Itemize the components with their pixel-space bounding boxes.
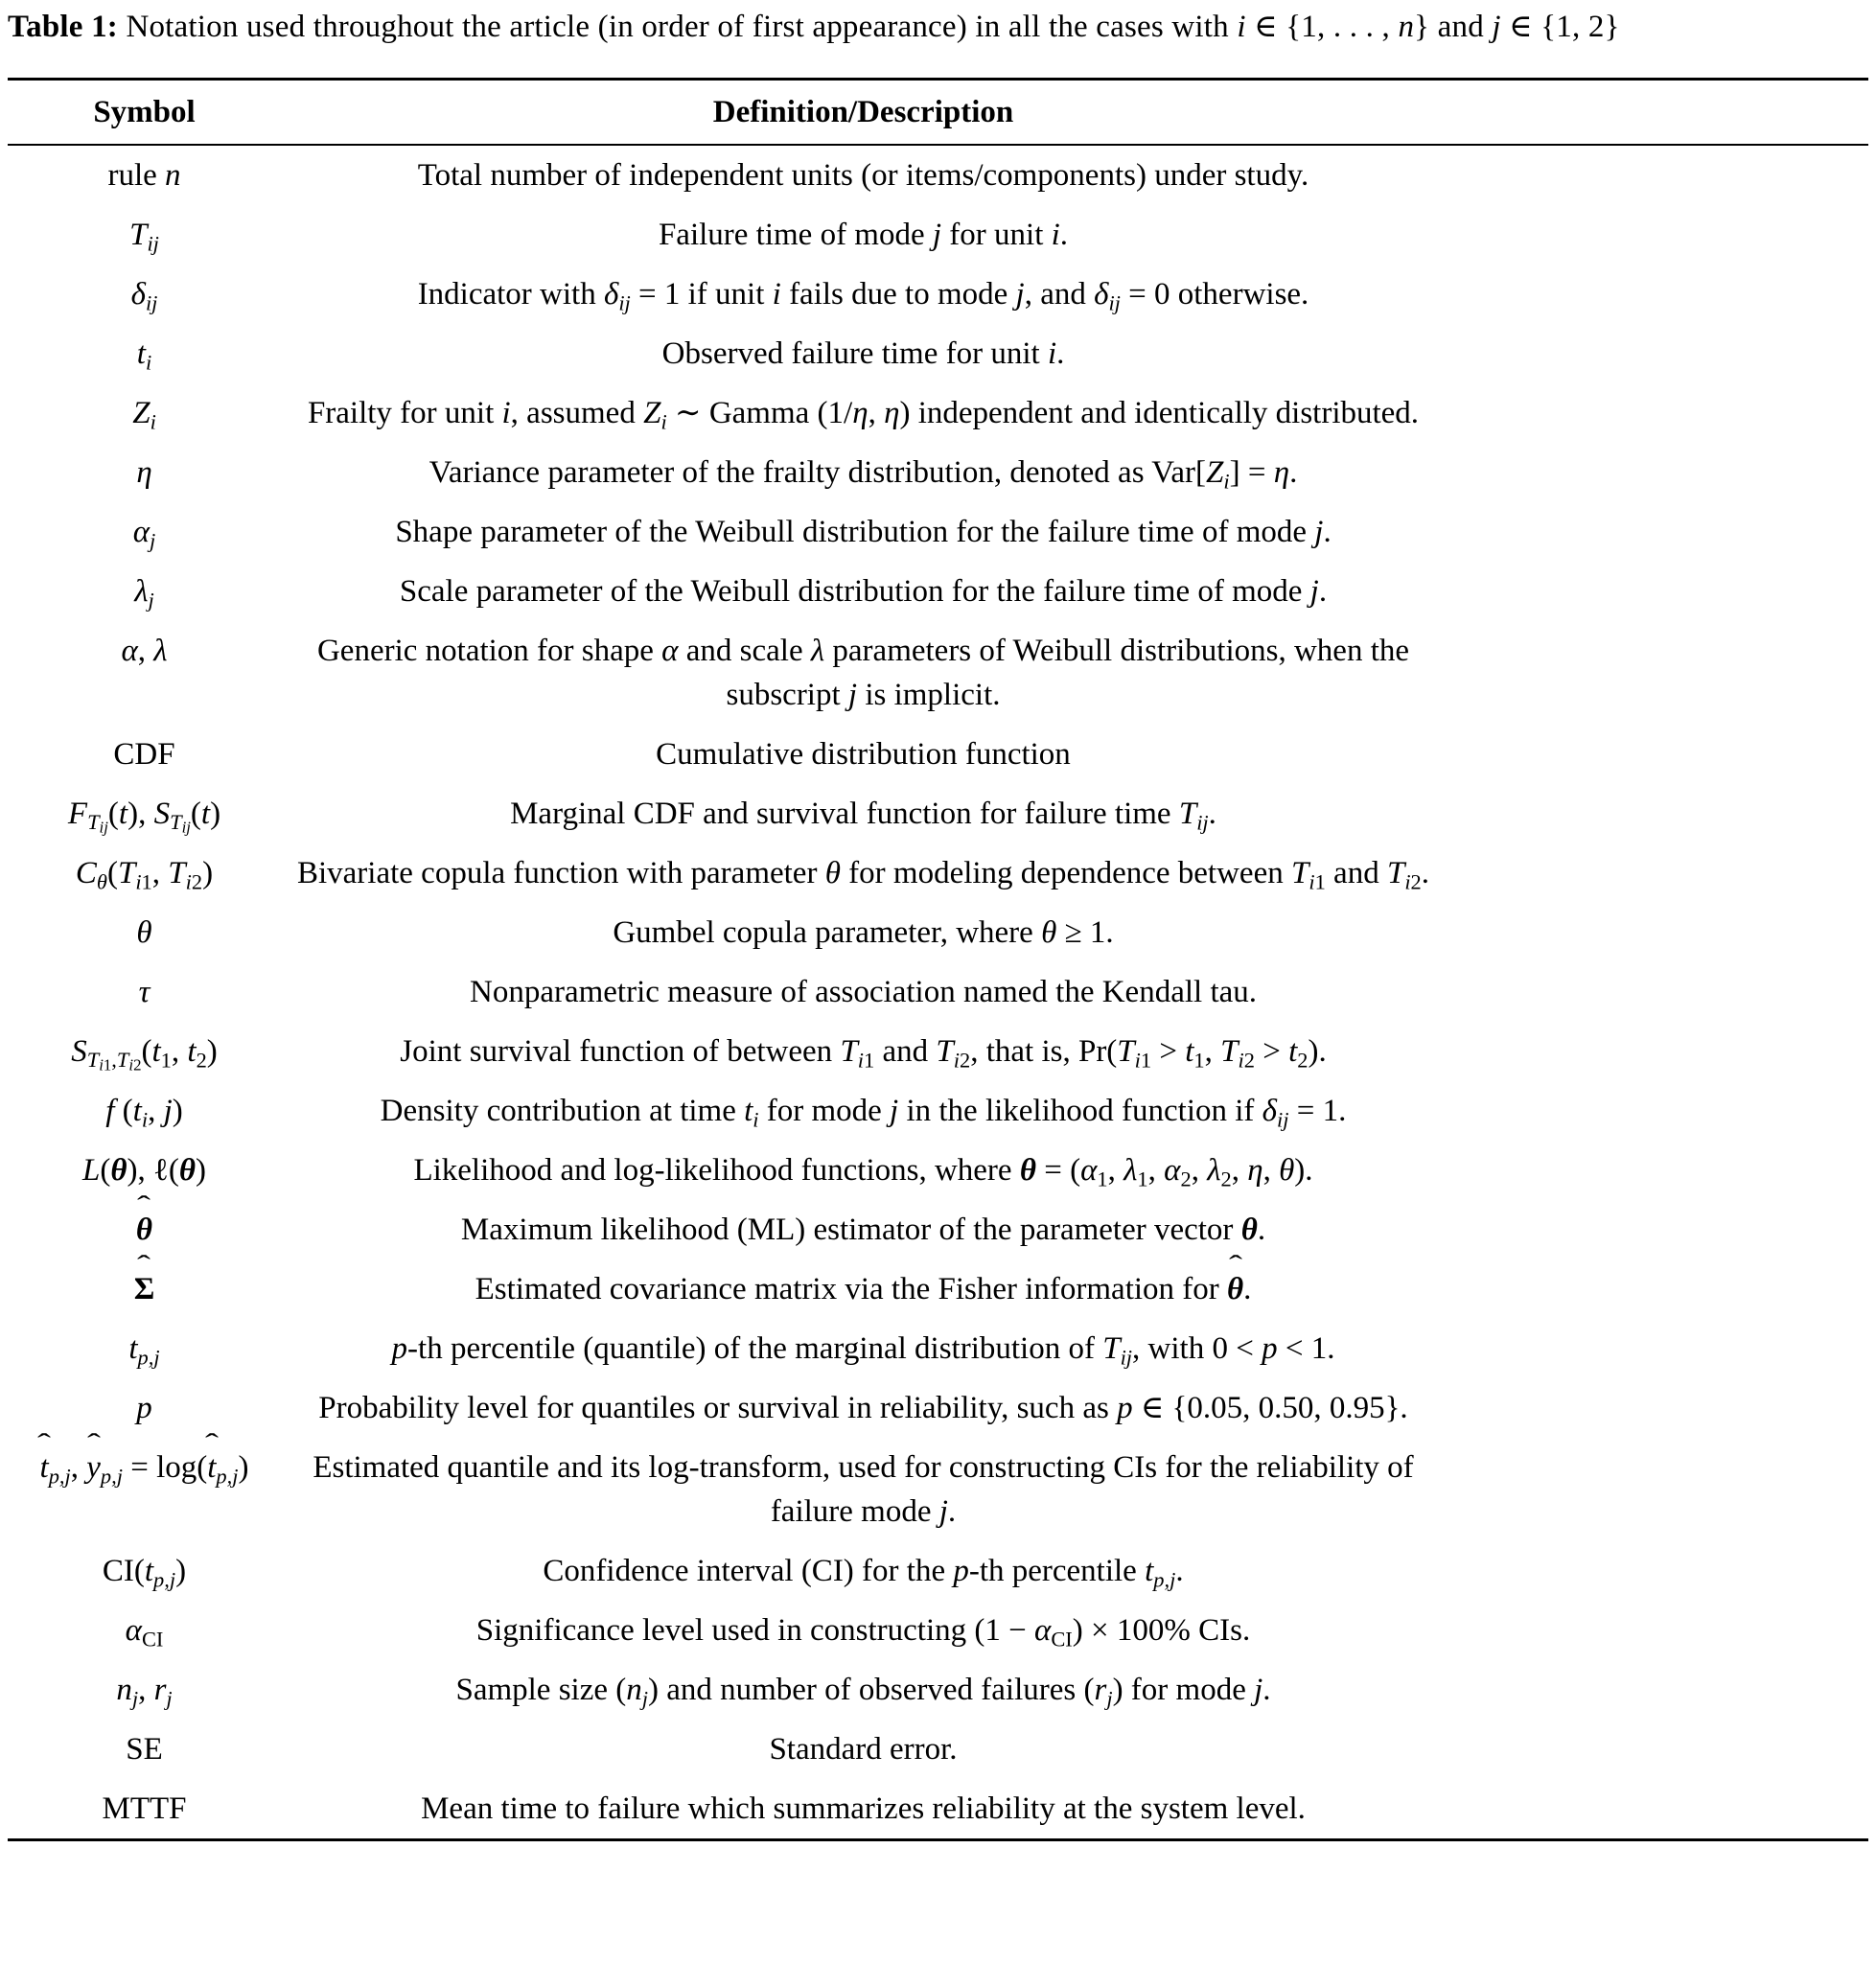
table-row (8, 1601, 1868, 1660)
definition-cell: Observed failure time for unit i. (661, 336, 1065, 371)
definition-cell: Failure time of mode j for unit i. (658, 218, 1069, 252)
table-row (8, 621, 1868, 725)
row-spacer (1446, 1089, 1868, 1133)
row-spacer (1446, 153, 1868, 197)
symbol-cell: $\alpha_{CI}$ (125, 1613, 164, 1652)
table-header-row (8, 81, 1868, 144)
definition-cell: Variance parameter of the frailty distribution, denoted as $Var[Z_i] = \eta$. (428, 455, 1298, 494)
row-spacer (1446, 272, 1868, 316)
row-spacer (1446, 970, 1868, 1014)
table-row (8, 443, 1868, 502)
definition-cell: p-th percentile (quantile) of the marginal distribution of $T_{ij}$, with 0 < p < 1. (391, 1331, 1335, 1370)
row-spacer (1446, 1148, 1868, 1192)
symbol-cell: $S_{T_{i1},T_{i2}}(t_1$, $t_2$) (71, 1034, 218, 1074)
table-row (8, 502, 1868, 562)
definition-cell: Mean time to failure which summarizes reliability at the system level. (421, 1791, 1306, 1826)
symbol-cell: $\lambda_j$ (134, 574, 154, 612)
symbol-column-header: Symbol (93, 95, 196, 129)
symbol-cell: CDF (113, 737, 175, 772)
table-row (8, 962, 1868, 1022)
symbol-cell: f ($t_i$, j) (105, 1094, 183, 1132)
symbol-cell: ˆ Σ (8, 1267, 281, 1311)
symbol-cell: $n_j$, $r_j$ (116, 1673, 173, 1711)
row-spacer (1446, 569, 1868, 613)
table-row (8, 1660, 1868, 1720)
definition-cell: Estimated covariance matrix via the Fisher information for ˆ θ. (281, 1267, 1446, 1311)
row-spacer (1446, 629, 1868, 717)
row-spacer (1446, 1727, 1868, 1771)
notation-table (8, 78, 1868, 1841)
symbol-cell: τ (138, 975, 151, 1009)
table-row (8, 1259, 1868, 1319)
table-row (8, 1200, 1868, 1259)
symbol-cell: ˆ θ (8, 1208, 281, 1252)
symbol-cell: $T_{ij}$ (129, 218, 159, 256)
table-row (8, 1720, 1868, 1779)
definition-cell: Indicator with $\delta_{ij} = 1$ if unit i fails due to mode j, and $\delta_{ij} = 0$ otherwise. (417, 277, 1309, 315)
symbol-cell: θ (136, 915, 152, 950)
table-row (8, 205, 1868, 265)
definition-cell: Marginal CDF and survival function for failure time $T_{ij}$. (510, 797, 1216, 835)
table-row (8, 1541, 1868, 1601)
table-row (8, 383, 1868, 443)
row-spacer (1446, 1208, 1868, 1252)
table-row (8, 784, 1868, 843)
symbol-cell: rule n (107, 158, 181, 193)
symbol-cell: ˆ $t_{p,j}$, ˆ $y_{p,j}$ = log(ˆ $t_{p,j}$) (8, 1445, 281, 1534)
table-row (8, 903, 1868, 962)
symbol-cell: $\delta_{ij}$ (130, 277, 158, 315)
table-row (8, 1081, 1868, 1141)
definition-cell: Scale parameter of the Weibull distribution for the failure time of mode j. (399, 574, 1328, 609)
table-caption (8, 6, 1868, 49)
table-row (8, 1319, 1868, 1378)
definition-cell: Cumulative distribution function (656, 737, 1071, 772)
row-spacer (1446, 510, 1868, 554)
row-spacer (1446, 911, 1868, 955)
row-spacer (1446, 732, 1868, 776)
definition-cell: Standard error. (769, 1732, 958, 1767)
definition-cell: Estimated quantile and its log-transform, used for constructing CIs for the reliability of failure mode j. (313, 1450, 1414, 1529)
row-spacer (1446, 451, 1868, 495)
definition-cell: Nonparametric measure of association named the Kendall tau. (469, 975, 1258, 1009)
symbol-cell: $F_{T_{ij}}(t)$, $S_{T_{ij}}(t)$ (67, 797, 221, 837)
definition-cell: Bivariate copula function with parameter θ for modeling dependence between $T_{i1}$ and $T_{i2}$. (296, 856, 1430, 894)
row-spacer (1446, 1445, 1868, 1534)
symbol-cell: η (136, 455, 152, 490)
caption-label: Table 1: (8, 10, 118, 44)
row-spacer (1446, 1267, 1868, 1311)
table-row (8, 324, 1868, 383)
definition-cell: Joint survival function of between $T_{i1}$ and $T_{i2}$, that is, $Pr(T_{i1} > t_1$, $T_{i2} > t_2$). (400, 1034, 1327, 1073)
table-row (8, 1438, 1868, 1541)
definition-column-header: Definition/Description (712, 95, 1014, 129)
table-row (8, 562, 1868, 621)
row-spacer (1446, 792, 1868, 836)
table-row (8, 1378, 1868, 1438)
definition-cell: Significance level used in constructing $(1 - \alpha_{CI}) \times 100\%$ CIs. (475, 1613, 1251, 1652)
row-spacer (1446, 213, 1868, 257)
row-spacer (1446, 1668, 1868, 1712)
definition-cell: Gumbel copula parameter, where θ ≥ 1. (613, 915, 1114, 950)
table-row (8, 843, 1868, 903)
row-spacer (1446, 1327, 1868, 1371)
definition-cell: Total number of independent units (or items/components) under study. (417, 158, 1309, 193)
table-row (8, 265, 1868, 324)
symbol-cell: $Z_i$ (132, 396, 156, 434)
definition-cell: Density contribution at time $t_i$ for mode j in the likelihood function if $\delta_{ij} = 1$. (380, 1094, 1347, 1132)
symbol-cell: α, λ (121, 634, 168, 668)
definition-cell: Maximum likelihood (ML) estimator of the parameter vector θ. (460, 1213, 1266, 1247)
row-spacer (1446, 851, 1868, 895)
row-spacer (1446, 1787, 1868, 1831)
symbol-cell: $\alpha_j$ (132, 515, 156, 553)
definition-cell: Likelihood and log-likelihood functions, where $\theta = (\alpha_1$, $\lambda_1$, $\alpha_2$, $\lambda_2$, η, θ). (413, 1153, 1313, 1191)
row-spacer (1446, 1386, 1868, 1430)
row-spacer (1446, 1549, 1868, 1593)
header-spacer (1446, 90, 1868, 134)
symbol-cell: p (136, 1391, 152, 1425)
symbol-cell: SE (126, 1732, 163, 1767)
table-row (8, 146, 1868, 205)
symbol-cell: L(θ), ℓ(θ) (82, 1153, 206, 1188)
symbol-cell: $CI(t_{p,j})$ (102, 1554, 187, 1592)
definition-cell: Generic notation for shape α and scale λ parameters of Weibull distributions, when the subscript j is implicit. (316, 634, 1410, 712)
rule-bottom (8, 1838, 1868, 1841)
table-body (8, 146, 1868, 1838)
table-row (8, 1779, 1868, 1838)
symbol-cell: $t_{p,j}$ (128, 1331, 160, 1370)
row-spacer (1446, 391, 1868, 435)
symbol-cell: $C_\theta(T_{i1}$, $T_{i2}$) (75, 856, 214, 894)
row-spacer (1446, 332, 1868, 376)
definition-cell: Sample size $(n_j)$ and number of observed failures $(r_j)$ for mode j. (455, 1673, 1271, 1711)
table-row (8, 725, 1868, 784)
table-row (8, 1141, 1868, 1200)
symbol-cell: MTTF (102, 1791, 187, 1826)
definition-cell: Confidence interval (CI) for the p-th percentile $t_{p,j}$. (543, 1554, 1184, 1592)
definition-cell: Probability level for quantiles or survival in reliability, such as p ∈ {0.05, 0.50, 0.95}. (318, 1391, 1408, 1425)
caption-text: Notation used throughout the article (in order of first appearance) in all the cases with i ∈ {1, . . . , n} and j ∈ {1, 2} (126, 10, 1620, 44)
definition-cell: Shape parameter of the Weibull distribution for the failure time of mode j. (395, 515, 1332, 549)
symbol-cell: $t_i$ (136, 336, 152, 375)
row-spacer (1446, 1608, 1868, 1652)
definition-cell: Frailty for unit i, assumed $Z_i$ ∼ Gamma (1/η, η) independent and identically distributed. (307, 396, 1420, 434)
row-spacer (1446, 1029, 1868, 1074)
table-row (8, 1022, 1868, 1081)
